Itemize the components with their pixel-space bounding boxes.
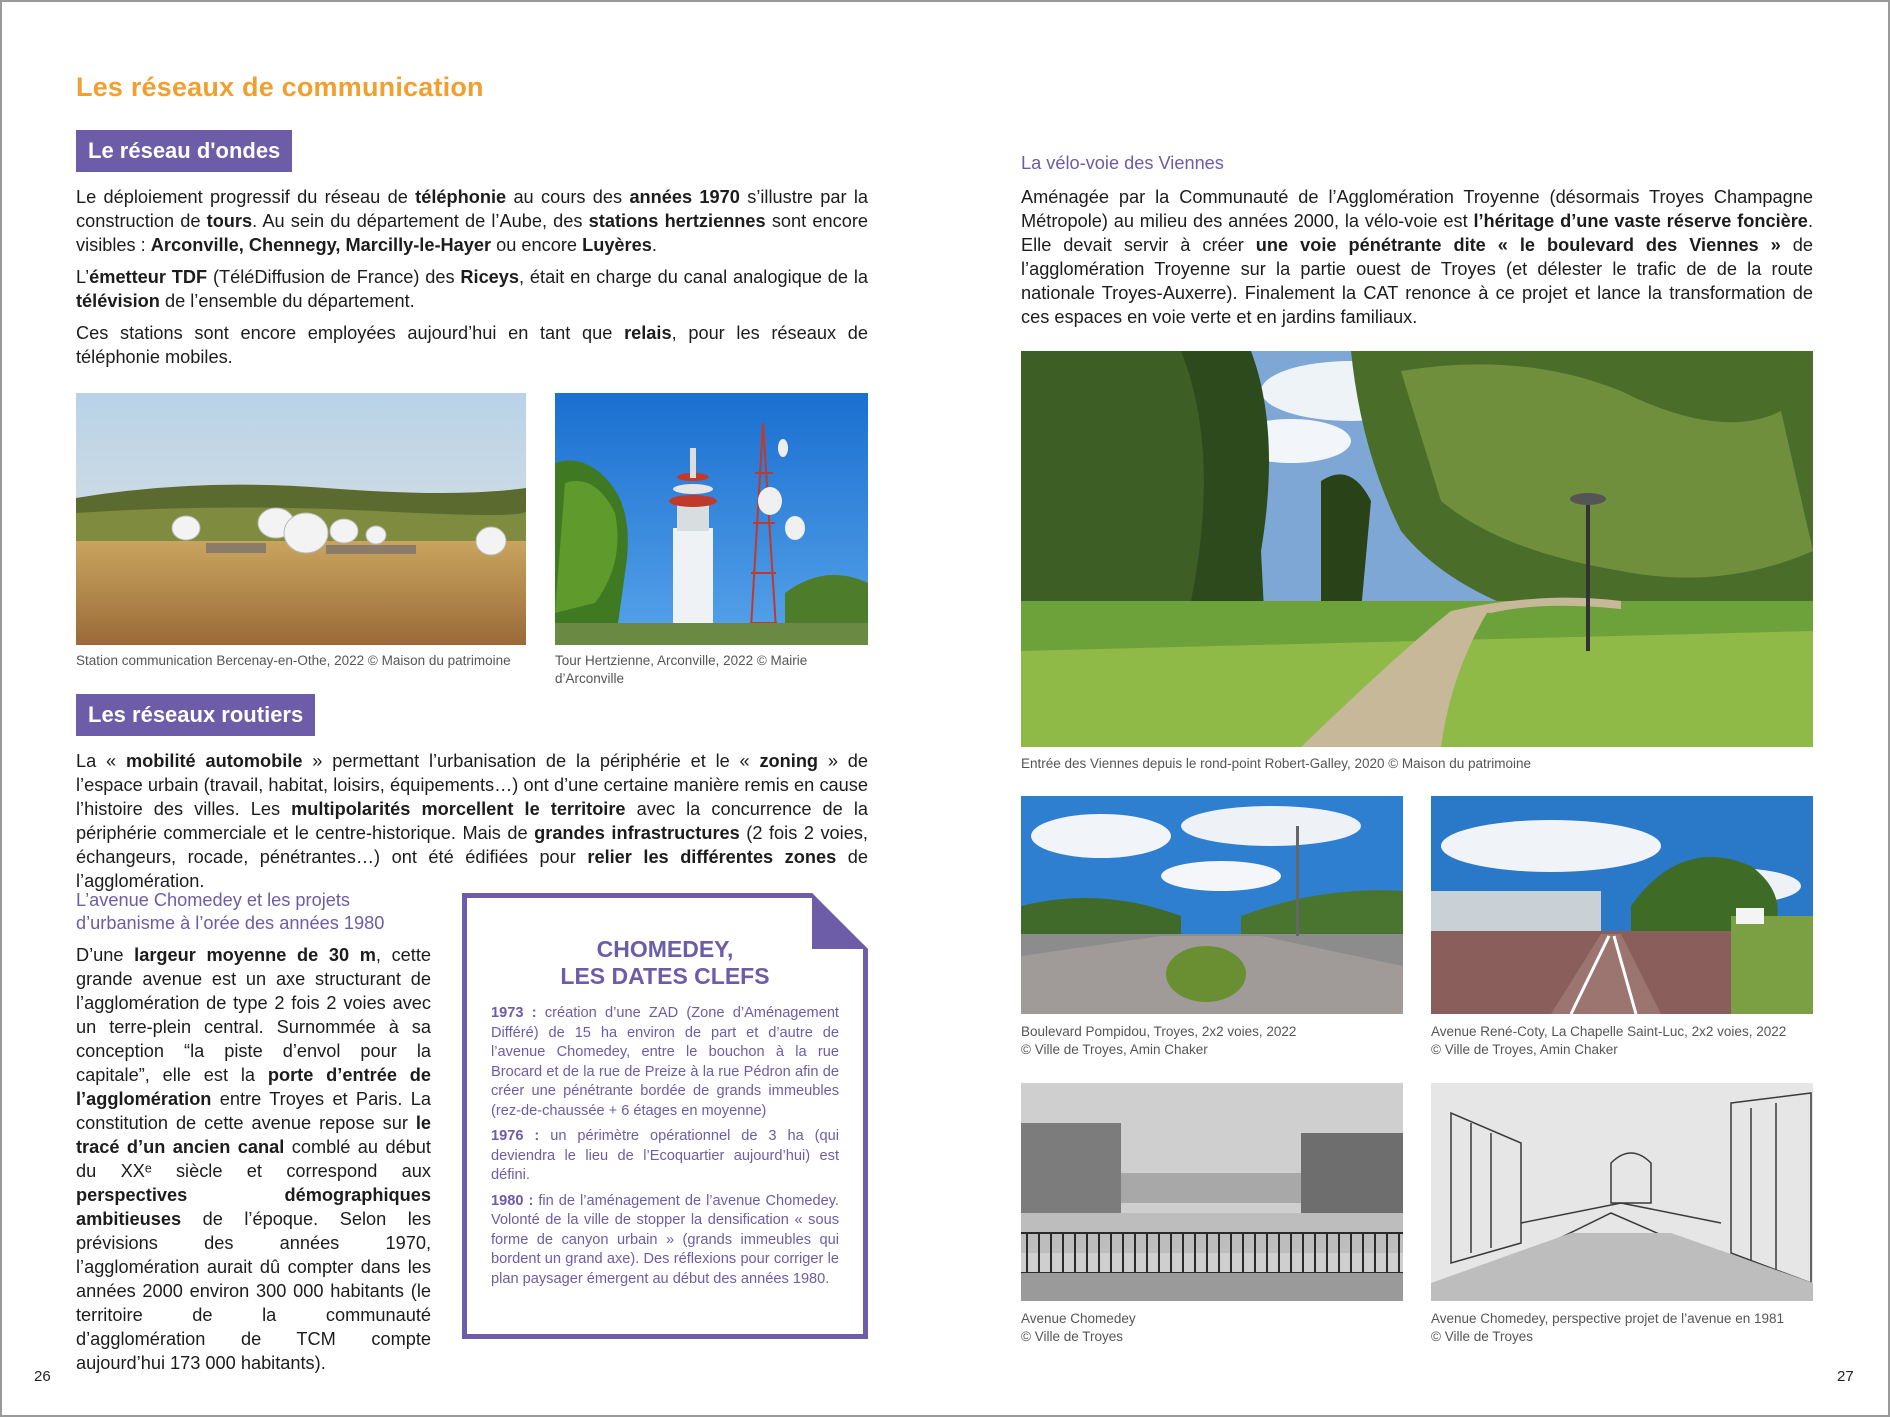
dates-title-line2: LES DATES CLEFS	[560, 963, 770, 989]
paragraph-telephonie: Le déploiement progressif du réseau de téléphonie au cours des années 1970 s’illustre par la construction de tours. Au sein du département de l’Aube, des stations hertziennes sont encore visibles : Arconville, Chennegy, Marcilly-le-Hayer ou encore Luyères.	[76, 187, 868, 255]
dates-title-line1: CHOMEDEY,	[596, 936, 734, 962]
paragraph-chomedey: D’une largeur moyenne de 30 m, cette grande avenue est un axe structurant de l’agglomération de type 2 fois 2 voies avec un terre-plein central. Surnommée à sa conception “la piste d’envol pour la capitale”, elle est la porte d’entrée de l’agglomération entre Troyes et Paris. La constitution de cette avenue repose sur le tracé d’un ancien canal comblé au début du XXᵉ siècle et correspond aux perspectives démographiques ambitieuses de l’époque. Selon les prévisions des années 1970, l’agglomération aurait dû compter dans les années 2000 environ 300 000 habitants (le territoire de la communauté d’agglomération de TCM compte aujourd’hui 173 000 habitants).	[76, 945, 431, 1373]
dates-clefs-box	[462, 893, 868, 1339]
date-entry-1976: 1976 : un périmètre opérationnel de 3 ha (qui deviendra le lieu de l’Ecoquartier aujourd’hui) est défini.	[491, 1128, 840, 1183]
photo-perspective-projet-1981	[1431, 1083, 1813, 1301]
section-routiers-text	[76, 749, 868, 893]
paragraph-relais: Ces stations sont encore employées aujourd’hui en tant que relais, pour les réseaux de téléphonie mobiles.	[76, 323, 868, 367]
date-entry-1973: 1973 : création d’une ZAD (Zone d’Aménagement Différé) de 15 ha environ de part et d’autre de l’avenue Chomedey, entre le bouchon à la rue Brocard et de la rue de Preize à la rue Pédron afin de créer une pénétrante bordée de grands immeubles (rez-de-chaussée + 6 étages en moyenne)	[491, 1005, 839, 1119]
page-number-left: 26	[34, 1368, 51, 1385]
subtitle-velo-voie: La vélo-voie des Viennes	[1021, 153, 1224, 173]
velo-voie-text	[1021, 185, 1813, 329]
chomedey-column-text	[76, 943, 431, 1375]
paragraph-mobilite: La « mobilité automobile » permettant l’urbanisation de la périphérie et le « zoning » de l’espace urbain (travail, habitat, loisirs, équipements…) ont d’une certaine manière remis en cause l’histoire des villes. Les multipolarités morcellent le territoire avec la concurrence de la périphérie commerciale et le centre-historique. Mais de grandes infrastructures (2 fois 2 voies, échangeurs, rocade, pénétrantes…) ont été édifiées pour relier les différentes zones de l’agglomération.	[76, 751, 868, 891]
section-heading-routiers: Les réseaux routiers	[76, 694, 315, 736]
main-title: Les réseaux de communication	[76, 72, 484, 102]
subtitle-chomedey: L’avenue Chomedey et les projets d’urbanisme à l’orée des années 1980	[76, 890, 385, 933]
caption-entree-viennes: Entrée des Viennes depuis le rond-point Robert-Galley, 2020 © Maison du patrimoine	[1021, 756, 1531, 771]
caption-photo-station: Station communication Bercenay-en-Othe, 2022 © Maison du patrimoine	[76, 653, 511, 668]
caption-avenue-rene-coty: Avenue René-Coty, La Chapelle Saint-Luc, 2x2 voies, 2022 © Ville de Troyes, Amin Chaker	[1431, 1024, 1787, 1057]
photo-avenue-chomedey	[1021, 1083, 1403, 1301]
caption-boulevard-pompidou: Boulevard Pompidou, Troyes, 2x2 voies, 2022 © Ville de Troyes, Amin Chaker	[1021, 1024, 1297, 1057]
dates-entries	[491, 1004, 839, 1289]
photo-tour-hertzienne	[555, 393, 868, 645]
paragraph-tdf: L’émetteur TDF (TéléDiffusion de France) des Riceys, était en charge du canal analogique de la télévision de l’ensemble du département.	[76, 267, 868, 311]
section-heading-ondes: Le réseau d'ondes	[76, 130, 292, 172]
photo-station-bercenay	[76, 393, 526, 645]
photo-avenue-rene-coty	[1431, 796, 1813, 1014]
photo-boulevard-pompidou	[1021, 796, 1403, 1014]
caption-perspective-projet: Avenue Chomedey, perspective projet de l’avenue en 1981 © Ville de Troyes	[1431, 1311, 1784, 1344]
page-number-right: 27	[1837, 1368, 1854, 1385]
caption-avenue-chomedey: Avenue Chomedey © Ville de Troyes	[1021, 1311, 1136, 1344]
date-entry-1980: 1980 : fin de l’aménagement de l’avenue Chomedey. Volonté de la ville de stopper la densification « sous forme de canyon urbain » (grands immeubles qui bordent un grand axe). Des réflexions pour corriger le plan paysager émergent au début des années 1980.	[491, 1192, 839, 1287]
section-ondes-text	[76, 185, 868, 369]
folded-corner-icon	[812, 893, 868, 949]
photo-entree-viennes	[1021, 351, 1813, 747]
caption-photo-tour: Tour Hertzienne, Arconville, 2022 © Mairie d’Arconville	[555, 653, 808, 686]
paragraph-velo-voie: Aménagée par la Communauté de l’Agglomération Troyenne (désormais Troyes Champagne Métropole) au milieu des années 2000, la vélo-voie est l’héritage d’une vaste réserve foncière. Elle devait servir à créer une voie pénétrante dite « le boulevard des Viennes » de l’agglomération Troyenne sur la partie ouest de Troyes (et délester le trafic de de la route nationale Troyes-Auxerre). Finalement la CAT renonce à ce projet et lance la transformation de ces espaces en voie verte et en jardins familiaux.	[1021, 187, 1813, 327]
